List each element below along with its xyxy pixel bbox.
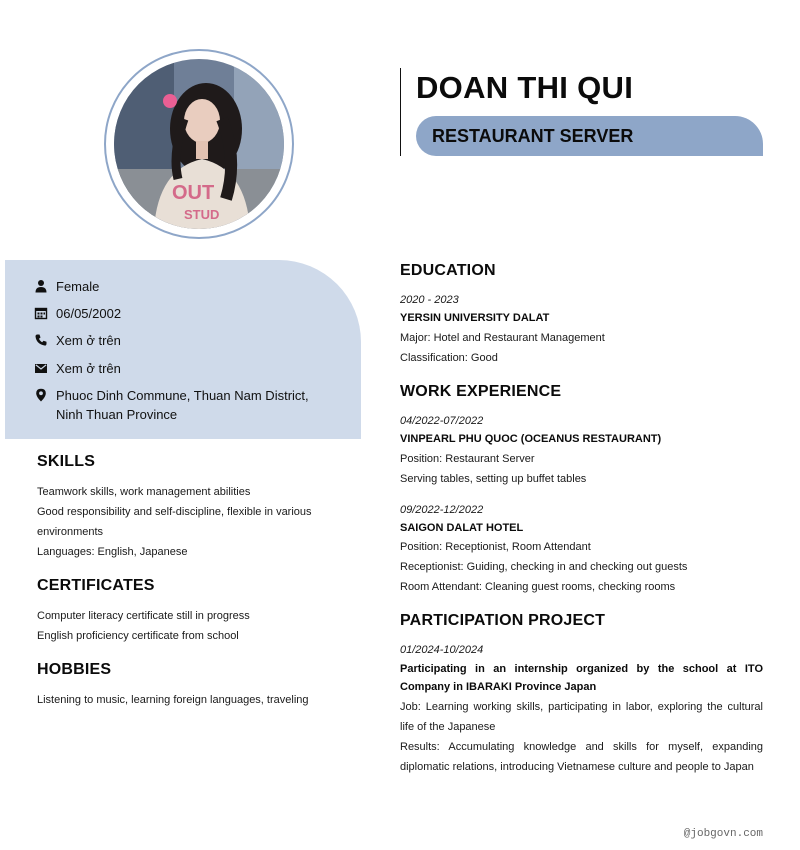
certificates-heading: CERTIFICATES — [37, 577, 155, 594]
job-line: Position: Restaurant Server — [400, 453, 535, 465]
contact-phone — [34, 331, 316, 350]
gender-text: Female — [56, 279, 100, 294]
job-company: VINPEARL PHU QUOC (OCEANUS RESTAURANT) — [400, 433, 662, 445]
job-date: 09/2022-12/2022 — [400, 504, 484, 516]
contact-birthday — [34, 304, 316, 323]
job-line: Room Attendant: Cleaning guest rooms, checking rooms — [400, 581, 676, 593]
contact-gender — [34, 277, 316, 296]
job-company: SAIGON DALAT HOTEL — [400, 522, 524, 534]
contact-email — [34, 359, 316, 378]
location-pin-icon — [34, 388, 48, 402]
job-line: Position: Receptionist, Room Attendant — [400, 541, 591, 553]
job-title: RESTAURANT SERVER — [432, 126, 634, 146]
education-school: YERSIN UNIVERSITY DALAT — [400, 312, 550, 324]
job-date: 04/2022-07/2022 — [400, 415, 484, 427]
svg-text:STUD: STUD — [184, 207, 220, 222]
project-name: Participating in an internship organized by the school at ITO Company in IBARAKI Province Japan — [400, 663, 763, 693]
skill-item: Languages: English, Japanese — [37, 546, 188, 558]
project-heading: PARTICIPATION PROJECT — [400, 612, 606, 629]
skill-item: Teamwork skills, work management abilities — [37, 486, 251, 498]
job-line: Receptionist: Guiding, checking in and checking out guests — [400, 561, 688, 573]
education-date: 2020 - 2023 — [400, 294, 459, 306]
job-line: Serving tables, setting up buffet tables — [400, 473, 587, 485]
education-classification: Classification: Good — [400, 352, 498, 364]
avatar-ring — [104, 49, 294, 239]
project-date: 01/2024-10/2024 — [400, 644, 484, 656]
education-major: Major: Hotel and Restaurant Management — [400, 332, 605, 344]
candidate-name: DOAN THI QUI — [416, 70, 634, 105]
contact-address — [34, 386, 316, 424]
project-results: Results: Accumulating knowledge and skills for myself, expanding diplomatic relations, introducing Vietnamese culture and people to Japan — [400, 741, 763, 773]
project-job: Job: Learning working skills, participating in labor, exploring the cultural life of the Japanese — [400, 701, 763, 733]
certificate-item: English proficiency certificate from school — [37, 630, 239, 642]
name-divider — [400, 68, 401, 156]
person-icon — [34, 279, 48, 293]
job-title-banner — [416, 116, 763, 156]
phone-icon — [34, 333, 48, 347]
avatar — [114, 59, 284, 229]
phone-text: Xem ở trên — [56, 333, 121, 348]
address-text: Phuoc Dinh Commune, Thuan Nam District, Ninh Thuan Province — [56, 388, 309, 422]
skill-item: Good responsibility and self-discipline, flexible in various environments — [37, 506, 312, 538]
birthday-text: 06/05/2002 — [56, 306, 122, 321]
hobbies-heading: HOBBIES — [37, 661, 112, 678]
hobby-item: Listening to music, learning foreign languages, traveling — [37, 694, 309, 706]
watermark: @jobgovn.com — [683, 828, 763, 840]
skills-heading: SKILLS — [37, 453, 96, 470]
certificate-item: Computer literacy certificate still in progress — [37, 610, 250, 622]
work-heading: WORK EXPERIENCE — [400, 383, 562, 400]
profile-photo — [114, 59, 284, 229]
calendar-icon — [34, 306, 48, 320]
email-text: Xem ở trên — [56, 361, 121, 376]
education-heading: EDUCATION — [400, 262, 496, 279]
mail-icon — [34, 361, 48, 375]
svg-text:OUT: OUT — [172, 182, 215, 204]
